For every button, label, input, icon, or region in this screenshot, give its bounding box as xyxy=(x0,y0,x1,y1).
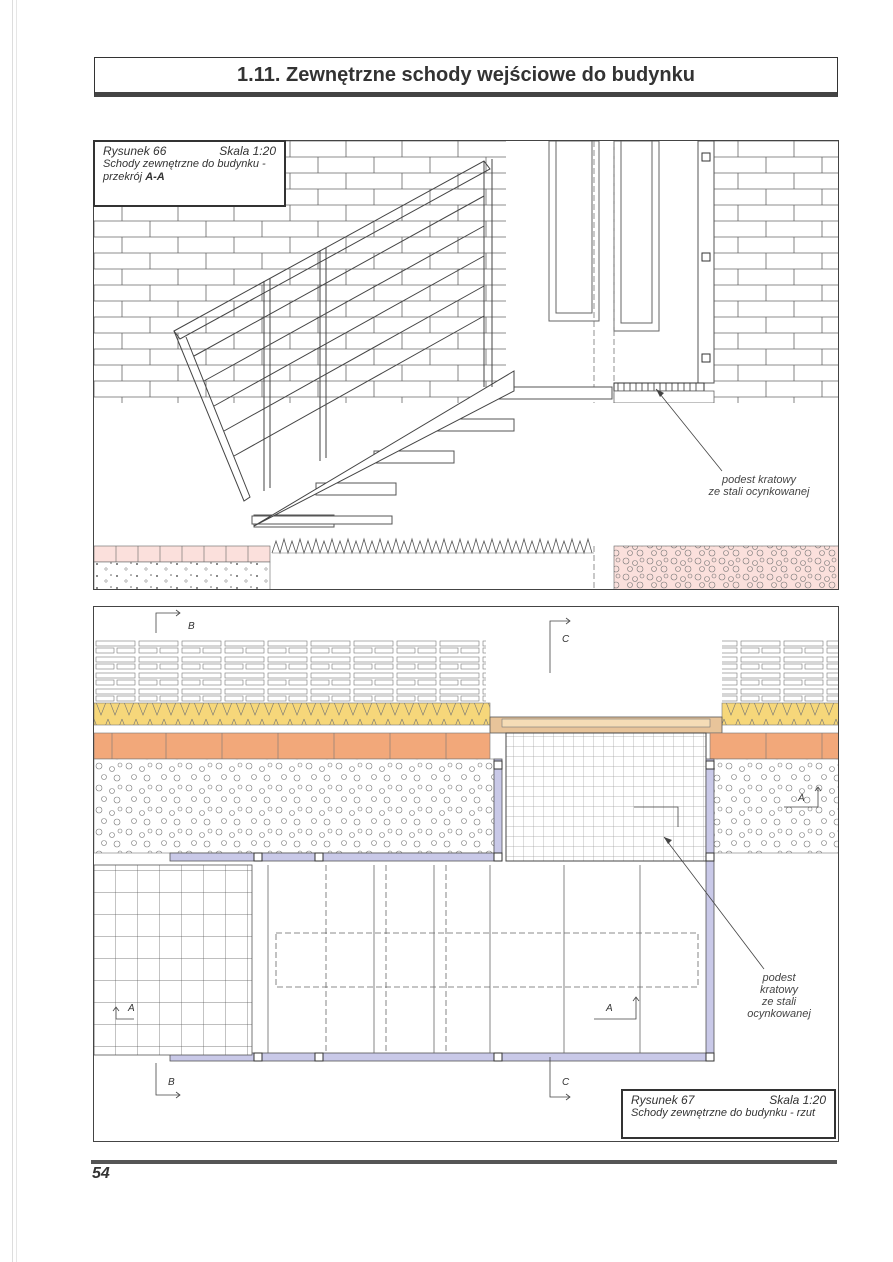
figure-66-scale: Skala 1:20 xyxy=(219,144,276,158)
section-mark-b-top: B xyxy=(188,621,195,632)
figure-66-caption-line1: Schody zewnętrzne do budynku - xyxy=(103,158,266,170)
figure-67-svg xyxy=(94,607,839,1142)
grating-annotation-67-line3: ze stali xyxy=(761,996,797,1008)
figure-66-section-drawing xyxy=(93,140,839,590)
grating-annotation-67-line2: kratowy xyxy=(760,984,798,996)
grating-annotation-66-line2: ze stali ocynkowanej xyxy=(708,486,810,498)
figure-67-caption-text: Schody zewnętrzne do budynku - rzut xyxy=(631,1107,816,1119)
figure-67-caption xyxy=(621,1089,836,1139)
section-mark-b-bottom: B xyxy=(168,1077,175,1088)
section-mark-c-bottom: C xyxy=(562,1077,570,1088)
figure-66-caption-line2: przekrój xyxy=(103,171,146,183)
figure-66-label: Rysunek 66 xyxy=(103,144,167,158)
figure-66-svg xyxy=(94,141,839,590)
figure-67-scale: Skala 1:20 xyxy=(769,1093,826,1107)
figure-67-label: Rysunek 67 xyxy=(631,1093,695,1107)
section-mark-c-top: C xyxy=(562,634,570,645)
section-title: 1.11. Zewnętrzne schody wejściowe do budynku xyxy=(237,63,695,86)
page-number: 54 xyxy=(92,1165,110,1182)
section-mark-a-mid: A xyxy=(606,1003,613,1014)
figure-66-caption xyxy=(93,140,286,207)
grating-annotation-67-line1: podest xyxy=(762,972,796,984)
grating-annotation-67-line4: ocynkowanej xyxy=(747,1008,811,1020)
section-title-box xyxy=(94,57,838,97)
section-mark-a-left: A xyxy=(128,1003,135,1014)
grating-annotation-66 xyxy=(684,474,834,498)
grating-annotation-67 xyxy=(724,972,834,1020)
grating-annotation-66-line1: podest kratowy xyxy=(722,474,796,486)
footer-rule xyxy=(91,1160,837,1164)
section-mark-a-right: A xyxy=(798,793,805,804)
page-margin-line xyxy=(12,0,17,1262)
figure-67-plan-drawing xyxy=(93,606,839,1142)
figure-66-section-name: A-A xyxy=(145,171,165,183)
